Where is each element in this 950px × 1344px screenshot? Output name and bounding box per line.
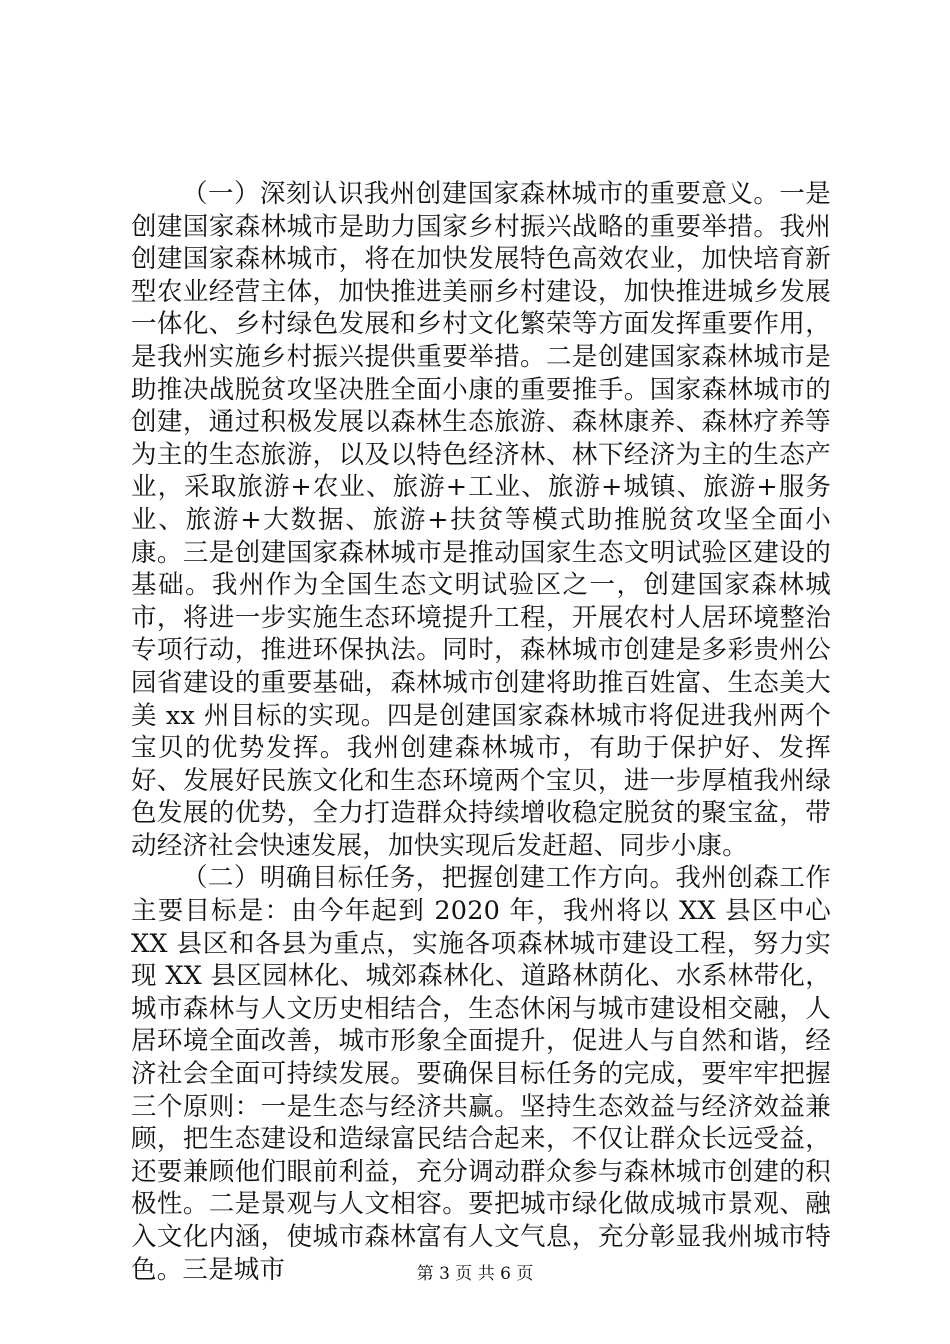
body-text [131, 178, 831, 1286]
page-footer: 第 3 页 共 6 页 [416, 1264, 534, 1284]
paragraph-1: （一）深刻认识我州创建国家森林城市的重要意义。一是创建国家森林城市是助力国家乡村振兴战略的重要举措。我州创建国家森林城市，将在加快发展特色高效农业，加快培育新型农业经营主体，加快推进美丽乡村建设，加快推进城乡发展一体化、乡村绿色发展和乡村文化繁荣等方面发挥重要作用，是我州实施乡村振兴提供重要举措。二是创建国家森林城市是助推决战脱贫攻坚决胜全面小康的重要推手。国家森林城市的创建，通过积极发展以森林生态旅游、森林康养、森林疗养等为主的生态旅游，以及以特色经济林、林下经济为主的生态产业，采取旅游+农业、旅游+工业、旅游+城镇、旅游+服务业、旅游+大数据、旅游+扶贫等模式助推脱贫攻坚全面小康。三是创建国家森林城市是推动国家生态文明试验区建设的基础。我州作为全国生态文明试验区之一，创建国家森林城市，将进一步实施生态环境提升工程，开展农村人居环境整治专项行动，推进环保执法。同时，森林城市创建是多彩贵州公园省建设的重要基础，森林城市创建将助推百姓富、生态美大美 xx 州目标的实现。四是创建国家森林城市将促进我州两个宝贝的优势发挥。我州创建森林城市，有助于保护好、发挥好、发展好民族文化和生态环境两个宝贝，进一步厚植我州绿色发展的优势，全力打造群众持续增收稳定脱贫的聚宝盆，带动经济社会快速发展，加快实现后发赶超、同步小康。 [131, 179, 831, 861]
paragraph-2: （二）明确目标任务，把握创建工作方向。我州创森工作主要目标是：由今年起到 2020 年，我州将以 XX 县区中心 XX 县区和各县为重点，实施各项森林城市建设工程，努力实现 XX 县区园林化、城郊森林化、道路林荫化、水系林带化，城市森林与人文历史相结合，生态休闲与城市建设相交融，人居环境全面改善，城市形象全面提升，促进人与自然和谐，经济社会全面可持续发展。要确保目标任务的完成，要牢牢把握三个原则：一是生态与经济共赢。坚持生态效益与经济效益兼顾，把生态建设和造绿富民结合起来，不仅让群众长远受益，还要兼顾他们眼前利益，充分调动群众参与森林城市创建的积极性。二是景观与人文相容。要把城市绿化做成城市景观、融入文化内涵，使城市森林富有人文气息，充分彰显我州城市特色。三是城市 [131, 863, 831, 1285]
